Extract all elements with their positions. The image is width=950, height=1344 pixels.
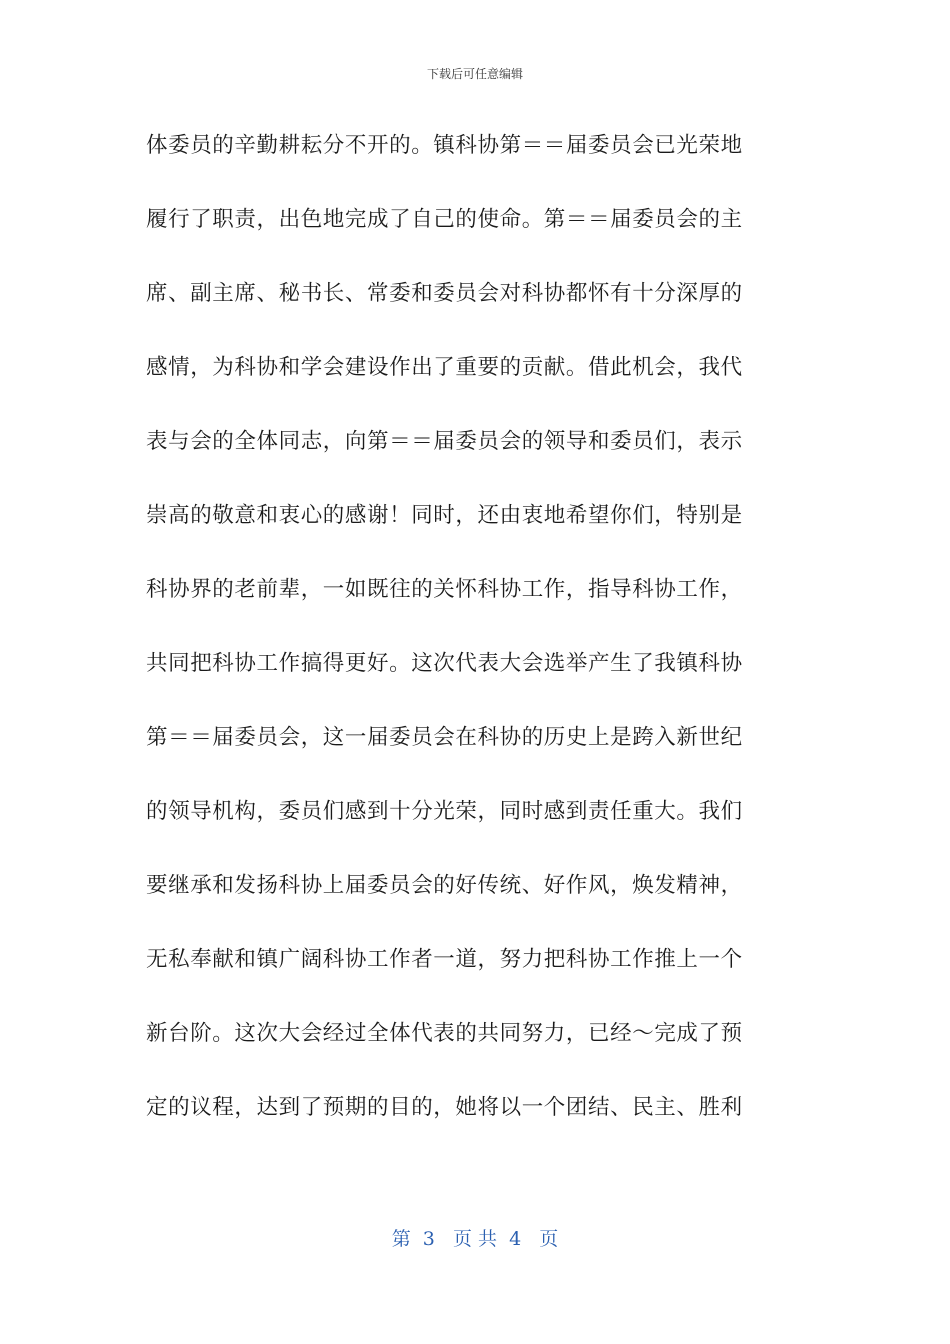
text-line: 定的议程，达到了预期的目的，她将以一个团结、民主、胜利 xyxy=(146,1095,743,1120)
text-line: 感情，为科协和学会建设作出了重要的贡献。借此机会，我代 xyxy=(146,355,743,380)
text-line: 履行了职责，出色地完成了自己的使命。第＝＝届委员会的主 xyxy=(146,207,743,232)
body-text xyxy=(146,126,806,1162)
page-number-footer: 第 3 页 共 4 页 xyxy=(391,1228,559,1250)
page-header: 下载后可任意编辑 xyxy=(426,67,523,81)
text-line: 崇高的敬意和衷心的感谢！同时，还由衷地希望你们，特别是 xyxy=(146,503,743,528)
text-line: 科协界的老前辈，一如既往的关怀科协工作，指导科协工作， xyxy=(146,577,743,602)
text-line: 体委员的辛勤耕耘分不开的。镇科协第＝＝届委员会已光荣地 xyxy=(146,133,743,158)
text-line: 共同把科协工作搞得更好。这次代表大会选举产生了我镇科协 xyxy=(146,651,743,676)
text-line: 要继承和发扬科协上届委员会的好传统、好作风，焕发精神， xyxy=(146,873,743,898)
text-line: 的领导机构，委员们感到十分光荣，同时感到责任重大。我们 xyxy=(146,799,743,824)
text-line: 席、副主席、秘书长、常委和委员会对科协都怀有十分深厚的 xyxy=(146,281,743,306)
text-line: 表与会的全体同志，向第＝＝届委员会的领导和委员们，表示 xyxy=(146,429,743,454)
text-line: 无私奉献和镇广阔科协工作者一道，努力把科协工作推上一个 xyxy=(146,947,743,972)
text-line: 第＝＝届委员会，这一届委员会在科协的历史上是跨入新世纪 xyxy=(146,725,743,750)
text-line: 新台阶。这次大会经过全体代表的共同努力，已经～完成了预 xyxy=(146,1021,743,1046)
